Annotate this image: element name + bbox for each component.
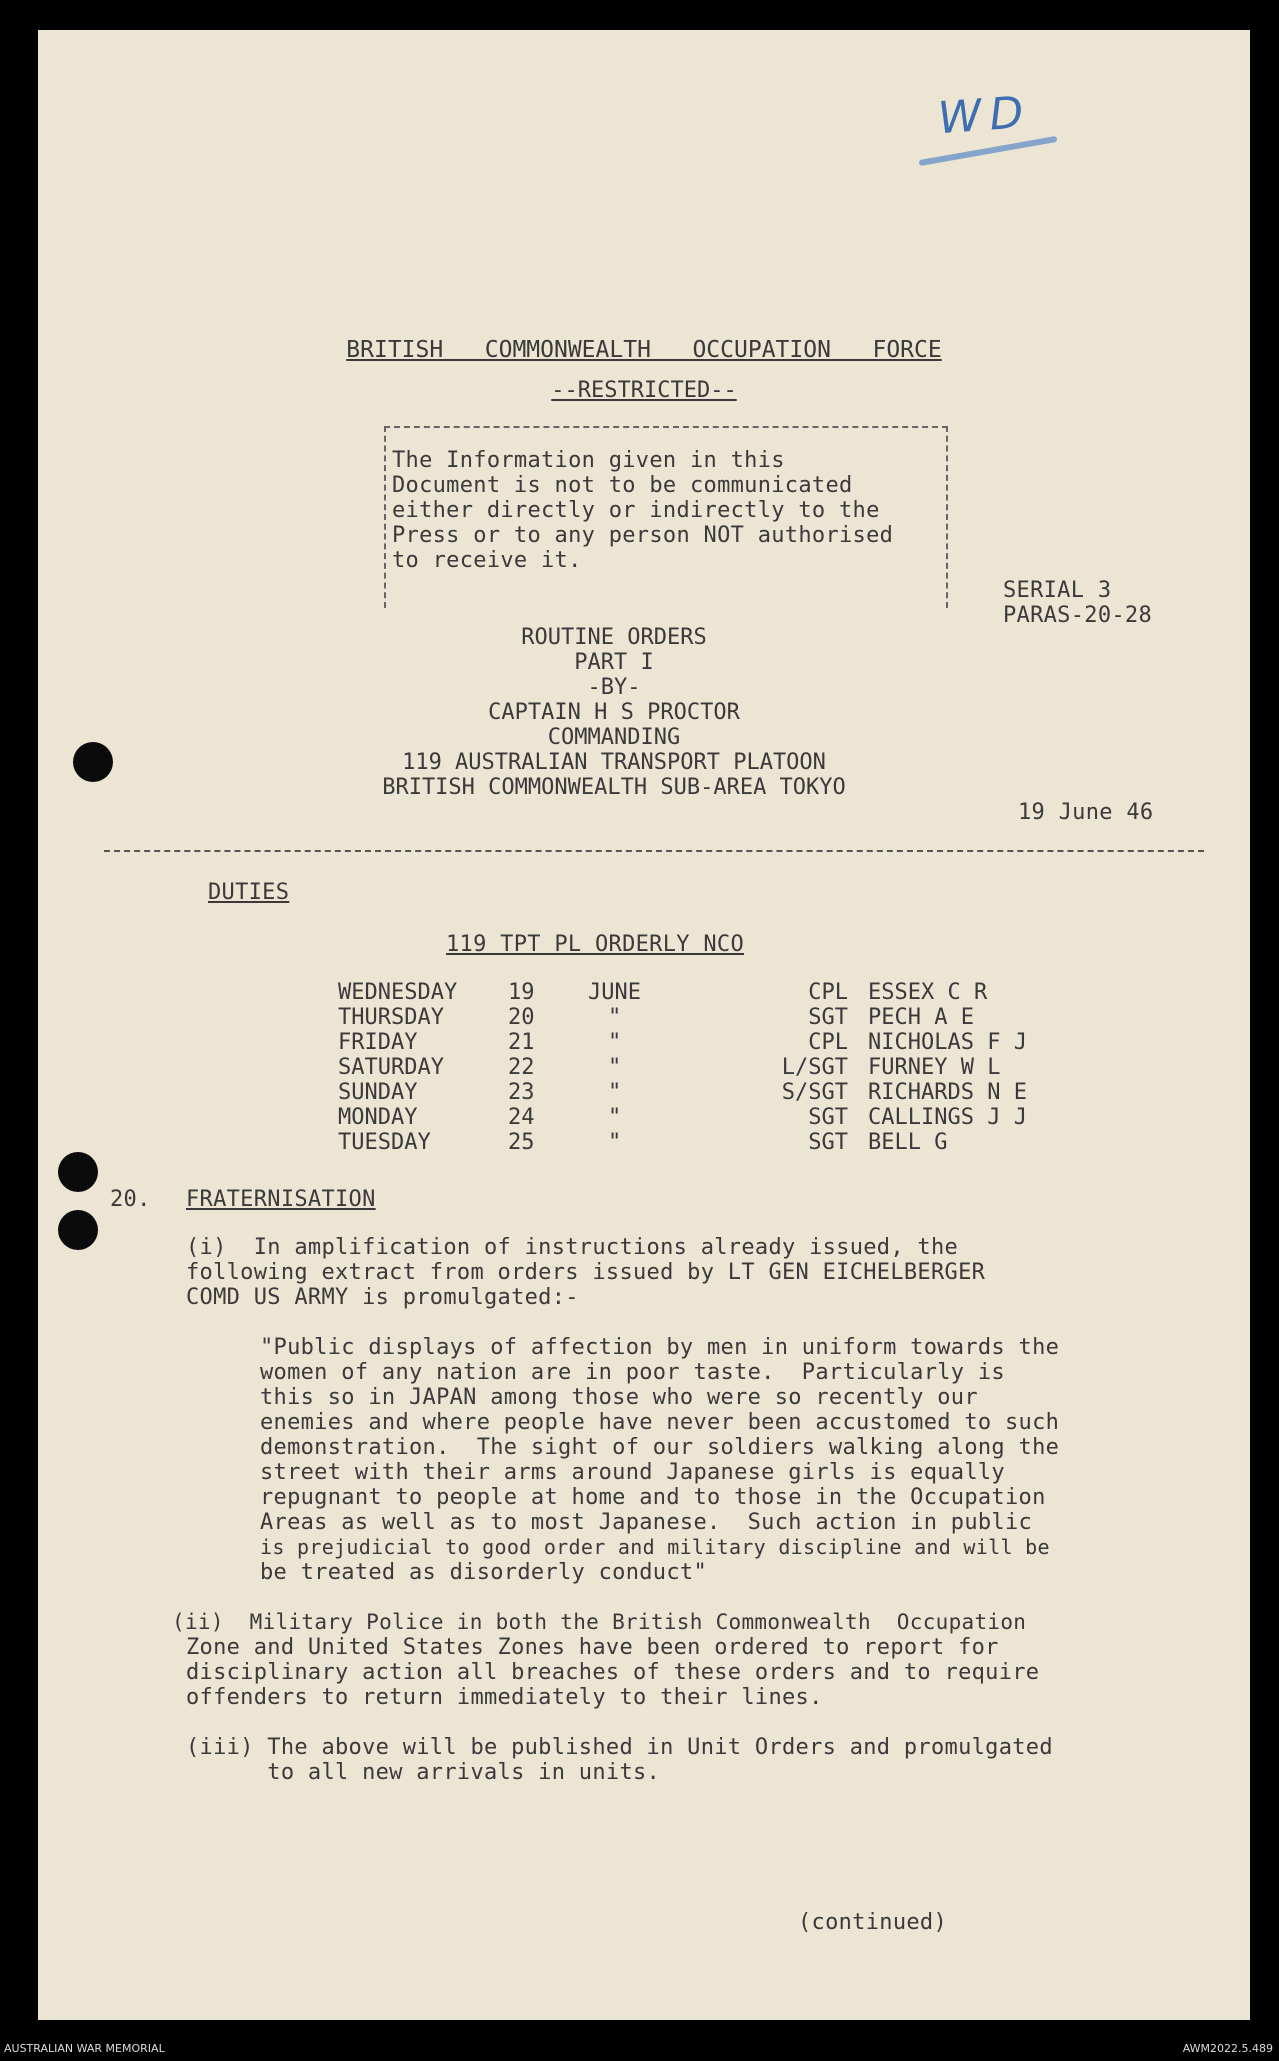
notice-line: either directly or indirectly to the <box>392 498 880 523</box>
serial-number: SERIAL 3 <box>1003 578 1112 603</box>
duty-name: RICHARDS N E <box>868 1080 1027 1105</box>
quote-line: Areas as well as to most Japanese. Such action in public <box>260 1510 1033 1535</box>
para-ii-line: disciplinary action all breaches of these orders and to require <box>186 1660 1040 1685</box>
duty-name: NICHOLAS F J <box>868 1030 1027 1055</box>
duty-day: TUESDAY <box>338 1130 431 1155</box>
duty-day: WEDNESDAY <box>338 980 458 1005</box>
duty-name: ESSEX C R <box>868 980 988 1005</box>
quote-line: "Public displays of affection by men in uniform towards the <box>260 1335 1060 1360</box>
punch-hole <box>58 1152 98 1192</box>
paragraph-number: 20. <box>110 1187 151 1212</box>
para-i-line: following extract from orders issued by LT GEN EICHELBERGER <box>186 1260 986 1285</box>
continued-label: (continued) <box>798 1910 947 1935</box>
duty-day: FRIDAY <box>338 1030 418 1055</box>
duty-month: " <box>608 1080 622 1105</box>
notice-line: The Information given in this <box>392 448 785 473</box>
quote-line: this so in JAPAN among those who were so recently our <box>260 1385 978 1410</box>
para-iii-line: to all new arrivals in units. <box>186 1760 661 1785</box>
duties-subheading: 119 TPT PL ORDERLY NCO <box>446 932 744 957</box>
quote-line: repugnant to people at home and to those in the Occupation <box>260 1485 1046 1510</box>
duty-rank: S/SGT <box>781 1080 848 1105</box>
duty-rank: L/SGT <box>781 1055 848 1080</box>
paras-range: PARAS-20-28 <box>1003 603 1152 628</box>
para-ii-line: (ii) Military Police in both the British Commonwealth Occupation <box>172 1610 1027 1634</box>
fraternisation-heading: FRATERNISATION <box>186 1187 376 1212</box>
quote-line: enemies and where people have never been accustomed to such <box>260 1410 1060 1435</box>
quote-line: street with their arms around Japanese girls is equally <box>260 1460 1005 1485</box>
duty-row <box>338 1030 1098 1055</box>
punch-hole <box>58 1210 98 1250</box>
orders-line: 119 AUSTRALIAN TRANSPORT PLATOON <box>402 750 826 775</box>
duty-row <box>338 1005 1098 1030</box>
notice-line: Press or to any person NOT authorised <box>392 523 894 548</box>
duty-date: 25 <box>508 1130 535 1155</box>
duty-row <box>338 1130 1098 1155</box>
duty-month: JUNE <box>588 980 641 1005</box>
document-title: BRITISH COMMONWEALTH OCCUPATION FORCE <box>346 337 942 363</box>
duty-date: 24 <box>508 1105 535 1130</box>
orders-line: -BY- <box>587 675 641 700</box>
duties-heading: DUTIES <box>208 880 290 905</box>
punch-hole <box>73 742 113 782</box>
para-iii-line: (iii) The above will be published in Unit Orders and promulgated <box>186 1735 1053 1760</box>
duty-row <box>338 1055 1098 1080</box>
duty-rank: SGT <box>808 1130 848 1155</box>
duty-day: SUNDAY <box>338 1080 418 1105</box>
duty-date: 19 <box>508 980 535 1005</box>
handwritten-annotation: WD <box>936 86 1034 145</box>
duty-name: PECH A E <box>868 1005 974 1030</box>
duty-name: BELL G <box>868 1130 948 1155</box>
duty-month: " <box>608 1105 622 1130</box>
para-ii-line: Zone and United States Zones have been ordered to report for <box>186 1635 999 1660</box>
duty-date: 23 <box>508 1080 535 1105</box>
duty-day: MONDAY <box>338 1105 418 1130</box>
duty-rank: SGT <box>808 1005 848 1030</box>
document-sheet <box>38 30 1250 2020</box>
orders-line: CAPTAIN H S PROCTOR <box>488 700 740 725</box>
archive-footer-right: AWM2022.5.489 <box>1182 2042 1273 2055</box>
duty-month: " <box>608 1030 622 1055</box>
duty-rank: CPL <box>808 1030 848 1055</box>
duty-rank: SGT <box>808 1105 848 1130</box>
duty-month: " <box>608 1130 622 1155</box>
duty-row <box>338 980 1098 1005</box>
orders-line: BRITISH COMMONWEALTH SUB-AREA TOKYO <box>382 775 846 800</box>
duty-date: 21 <box>508 1030 535 1055</box>
duty-date: 20 <box>508 1005 535 1030</box>
duty-row <box>338 1080 1098 1105</box>
para-i-line: COMD US ARMY is promulgated:- <box>186 1285 579 1310</box>
duty-rank: CPL <box>808 980 848 1005</box>
duty-day: SATURDAY <box>338 1055 444 1080</box>
notice-line: to receive it. <box>392 548 582 573</box>
orders-line: ROUTINE ORDERS <box>521 625 707 650</box>
duty-day: THURSDAY <box>338 1005 444 1030</box>
order-date: 19 June 46 <box>1018 800 1154 825</box>
orders-line: COMMANDING <box>547 725 681 750</box>
orders-line: PART I <box>574 650 654 675</box>
duty-month: " <box>608 1055 622 1080</box>
quote-line: is prejudicial to good order and military discipline and will be <box>260 1535 1050 1559</box>
archive-footer-left: AUSTRALIAN WAR MEMORIAL <box>4 2042 165 2055</box>
duty-month: " <box>608 1005 622 1030</box>
quote-line: demonstration. The sight of our soldiers walking along the <box>260 1435 1060 1460</box>
duty-row <box>338 1105 1098 1130</box>
section-divider <box>104 850 1204 852</box>
duty-name: FURNEY W L <box>868 1055 1001 1080</box>
classification-label: --RESTRICTED-- <box>551 378 737 403</box>
para-ii-line: offenders to return immediately to their lines. <box>186 1685 823 1710</box>
duty-date: 22 <box>508 1055 535 1080</box>
quote-line: women of any nation are in poor taste. Particularly is <box>260 1360 1005 1385</box>
notice-line: Document is not to be communicated <box>392 473 853 498</box>
duty-name: CALLINGS J J <box>868 1105 1027 1130</box>
para-i-line: (i) In amplification of instructions already issued, the <box>186 1235 959 1260</box>
quote-line: be treated as disorderly conduct" <box>260 1560 707 1585</box>
